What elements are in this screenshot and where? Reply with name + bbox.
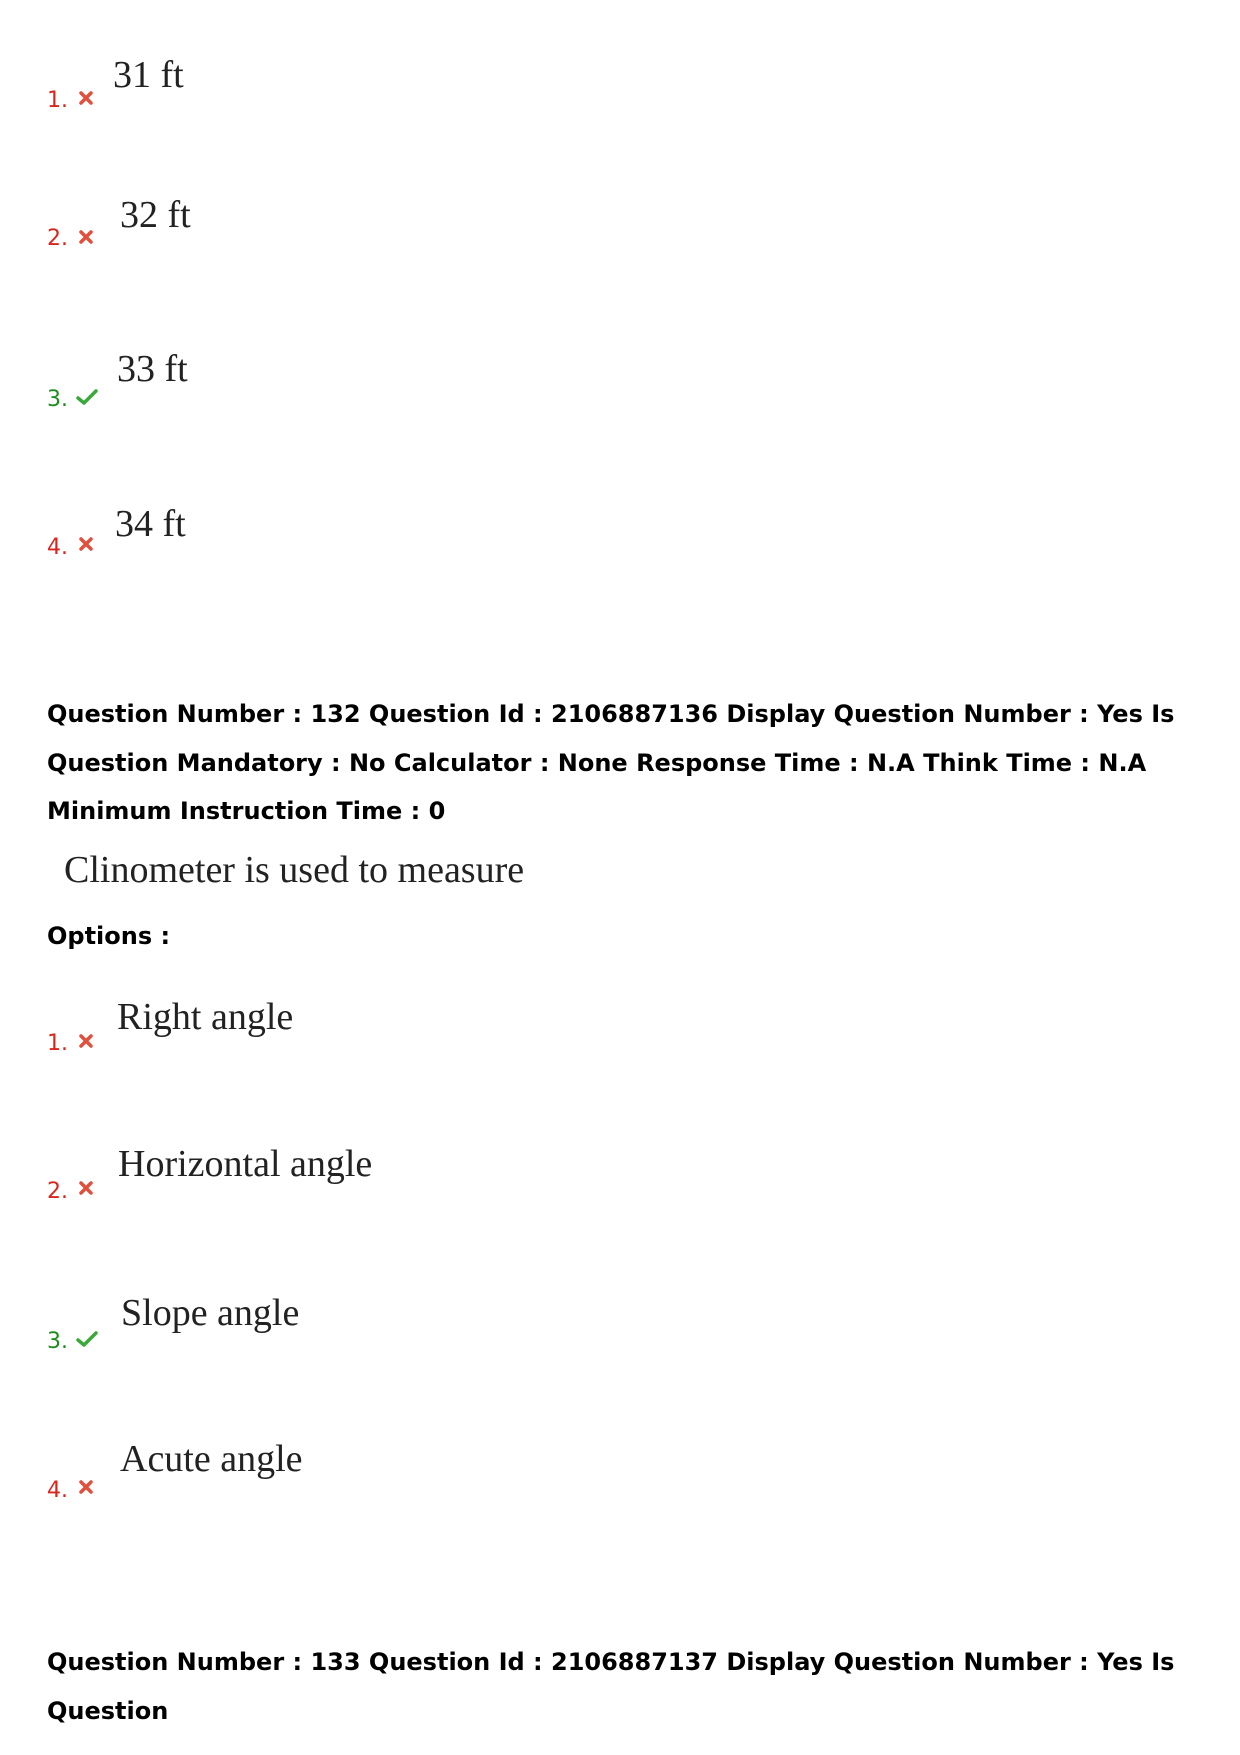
option-number: 1.	[47, 88, 68, 113]
cross-icon	[78, 1479, 98, 1499]
option-text: 33 ft	[117, 348, 188, 390]
option-text: 32 ft	[120, 194, 191, 236]
option-3	[47, 350, 647, 420]
option-text: Acute angle	[120, 1438, 303, 1480]
option-text: 31 ft	[113, 54, 184, 96]
option-1	[47, 998, 647, 1068]
option-number: 2.	[47, 1179, 68, 1204]
cross-icon	[78, 1033, 98, 1053]
option-number: 3.	[47, 1329, 68, 1354]
question-meta-132: Question Number : 132 Question Id : 2106887136 Display Question Number : Yes Is Question Mandatory : No Calculator : None Response Time : N.A Think Time : N.A Minimum Instruction Time : 0	[47, 700, 1175, 825]
option-text: 34 ft	[115, 503, 186, 545]
option-number: 3.	[47, 387, 68, 412]
option-number: 4.	[47, 535, 68, 560]
option-1	[47, 55, 647, 125]
option-2	[47, 196, 647, 266]
cross-icon	[78, 1180, 98, 1200]
option-2	[47, 1144, 647, 1214]
cross-icon	[78, 536, 98, 556]
option-4	[47, 1440, 647, 1510]
question-meta-133: Question Number : 133 Question Id : 2106887137 Display Question Number : Yes Is Question	[47, 1648, 1175, 1725]
option-number: 2.	[47, 226, 68, 251]
question-text: Clinometer is used to measure	[64, 849, 525, 891]
option-text: Horizontal angle	[118, 1143, 373, 1185]
option-text: Slope angle	[121, 1292, 300, 1334]
option-text: Right angle	[117, 996, 294, 1038]
check-icon	[76, 388, 96, 408]
cross-icon	[78, 229, 98, 249]
option-number: 1.	[47, 1031, 68, 1056]
option-number: 4.	[47, 1478, 68, 1503]
option-3	[47, 1294, 647, 1364]
option-4	[47, 505, 647, 575]
options-label: Options :	[47, 922, 171, 950]
cross-icon	[78, 90, 98, 110]
check-icon	[76, 1330, 96, 1350]
